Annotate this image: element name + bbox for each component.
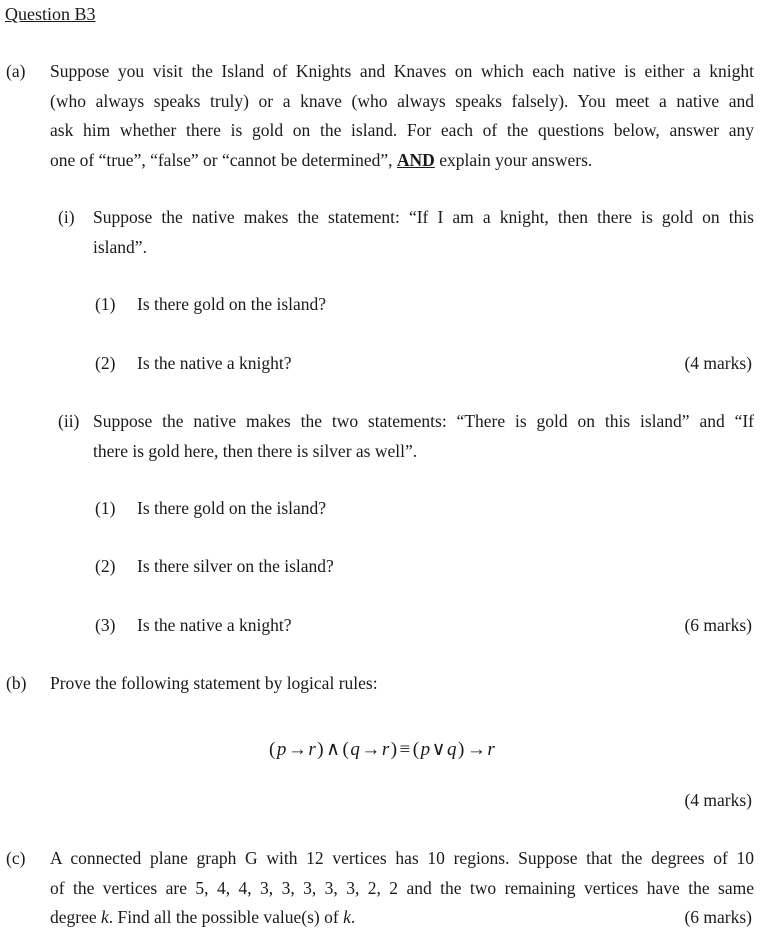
sub-ii-q3: Is the native a knight?	[137, 615, 292, 635]
part-c-line-3-mid: . Find all the possible value(s) of	[108, 907, 344, 927]
sub-i-q1-label: (1)	[95, 294, 116, 314]
sub-i-q2: Is the native a knight?	[137, 353, 292, 373]
sub-ii-q2-label: (2)	[95, 556, 116, 576]
part-a-line-3: ask him whether there is gold on the island. For each of the questions below, answer any	[50, 120, 754, 140]
sub-ii-paragraph	[93, 407, 754, 466]
sub-ii-line-2: there is gold here, then there is silver as well”.	[93, 440, 418, 461]
part-a-line-1: Suppose you visit the Island of Knights and Knaves on which each native is either a knight	[50, 61, 754, 81]
formula-var-p: p	[420, 739, 431, 760]
formula-paren: )	[317, 739, 325, 760]
formula-var-q: q	[447, 739, 458, 760]
formula-var-r: r	[381, 739, 390, 760]
part-a-line-4-tail: explain your answers.	[434, 149, 593, 170]
part-c-line-3-end: .	[350, 907, 356, 927]
part-a-line-4	[50, 146, 754, 176]
sub-ii-q2: Is there silver on the island?	[137, 556, 334, 576]
and-emphasis: AND	[396, 149, 435, 170]
part-a-paragraph	[50, 57, 754, 175]
sub-i-line-1: Suppose the native makes the statement: “If I am a knight, then there is gold on this	[93, 207, 754, 227]
part-c-line-1: A connected plane graph G with 12 vertices has 10 regions. Suppose that the degrees of 10	[50, 848, 754, 868]
part-b-label: (b)	[6, 673, 27, 693]
var-k: k	[101, 907, 109, 927]
formula-paren: (	[412, 739, 420, 760]
part-c-line-2: of the vertices are 5, 4, 4, 3, 3, 3, 3, 3, 2, 2 and the two remaining vertices have the same	[50, 877, 754, 898]
part-a-line-4-text: one of “true”, “false” or “cannot be determined”,	[50, 149, 397, 170]
part-a-label: (a)	[6, 61, 26, 81]
formula-or: ∨	[431, 739, 447, 760]
sub-i-q2-label: (2)	[95, 353, 116, 373]
var-k: k	[343, 907, 351, 927]
part-c-line-3	[50, 903, 754, 933]
formula-var-q: q	[350, 739, 361, 760]
sub-i-line-2: island”.	[93, 236, 147, 257]
formula-implies: →	[361, 739, 381, 760]
part-c-paragraph	[50, 844, 754, 933]
formula-equiv: ≡	[399, 739, 411, 760]
question-heading: Question B3	[5, 4, 96, 24]
formula-paren: )	[458, 739, 465, 760]
sub-ii-q1: Is there gold on the island?	[137, 498, 327, 518]
part-c-marks: (6 marks)	[684, 907, 752, 927]
formula-paren: (	[342, 739, 350, 760]
part-c-label: (c)	[6, 848, 26, 868]
formula-var-r: r	[308, 739, 317, 760]
sub-ii-label: (ii)	[58, 411, 80, 431]
sub-i-marks: (4 marks)	[684, 353, 752, 373]
formula-implies: →	[466, 739, 487, 760]
formula-implies: →	[287, 739, 308, 760]
part-b-marks: (4 marks)	[684, 790, 752, 810]
formula-paren: (	[269, 739, 276, 760]
sub-i-label: (i)	[58, 207, 75, 227]
part-c-line-3-pre: degree	[50, 907, 102, 927]
formula-var-p: p	[276, 739, 287, 760]
sub-ii-line-1: Suppose the native makes the two statements: “There is gold on this island” and “If	[93, 411, 754, 431]
sub-ii-q1-label: (1)	[95, 498, 116, 518]
logic-formula	[268, 735, 495, 765]
part-b-text: Prove the following statement by logical rules:	[50, 673, 378, 693]
sub-i-q1: Is there gold on the island?	[137, 294, 327, 314]
sub-ii-marks: (6 marks)	[684, 615, 752, 635]
part-a-line-2: (who always speaks truly) or a knave (who always speaks falsely). You meet a native and	[50, 90, 754, 111]
sub-ii-q3-label: (3)	[95, 615, 116, 635]
formula-var-r: r	[487, 739, 496, 760]
formula-paren: )	[390, 739, 398, 760]
sub-i-paragraph	[93, 203, 754, 262]
formula-and: ∧	[326, 739, 341, 760]
